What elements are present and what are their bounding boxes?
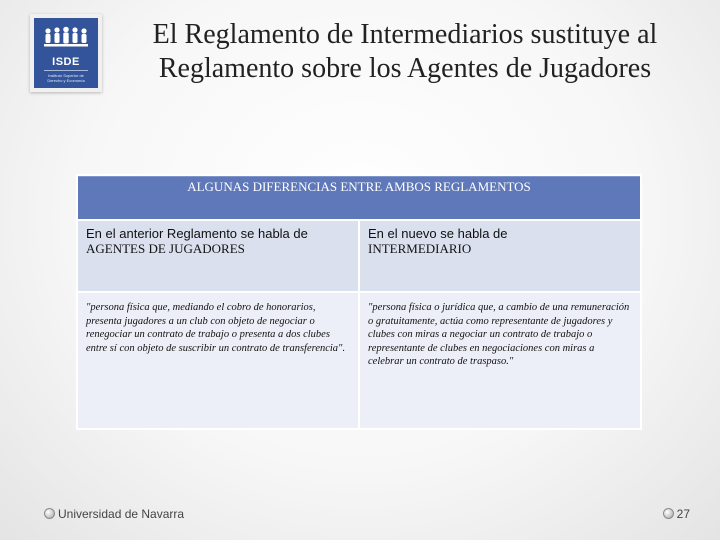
logo-text: ISDE [52, 56, 80, 68]
isde-logo [30, 14, 102, 92]
cell-old-regulation [77, 220, 359, 292]
definition-intermediario: "persona física o jurídica que, a cambio de una remuneración o gratuitamente, actúa como representante de jugadores y clubes con miras a negociar un contrato de trabajo o representante de clubes en negociaciones con miras a celebrar un contrato de traspaso." [359, 292, 641, 429]
table-row [77, 292, 641, 429]
bullet-icon [663, 508, 674, 519]
logo-divider [44, 70, 88, 71]
page-number: 27 [676, 507, 690, 521]
comparison-table [76, 174, 642, 430]
footer-left [44, 507, 184, 521]
table-header: ALGUNAS DIFERENCIAS ENTRE AMBOS REGLAMENTOS [77, 175, 641, 220]
bullet-icon [44, 508, 55, 519]
logo-panel [34, 18, 98, 88]
table-row [77, 220, 641, 292]
definition-agente: "persona física que, mediando el cobro de honorarios, presenta jugadores a un club con objeto de negociar o renegociar un contrato de trabajo o presenta a dos clubes entre sí con objeto de suscribir un contrato de transferencia". [77, 292, 359, 429]
term-agentes: AGENTES DE JUGADORES [86, 241, 245, 256]
footer-right [663, 507, 690, 521]
cell-text: En el nuevo se habla de [368, 226, 508, 241]
logo-subtitle: Instituto Superior de Derecho y Economía [47, 73, 85, 83]
cell-new-regulation [359, 220, 641, 292]
footer-text: Universidad de Navarra [58, 507, 185, 521]
cell-text: En el anterior Reglamento se habla de [86, 226, 308, 241]
slide-title: El Reglamento de Intermediarios sustituye al Reglamento sobre los Agentes de Jugadores [152, 19, 658, 84]
people-figures-icon [42, 26, 90, 48]
term-intermediario: INTERMEDIARIO [368, 241, 472, 256]
